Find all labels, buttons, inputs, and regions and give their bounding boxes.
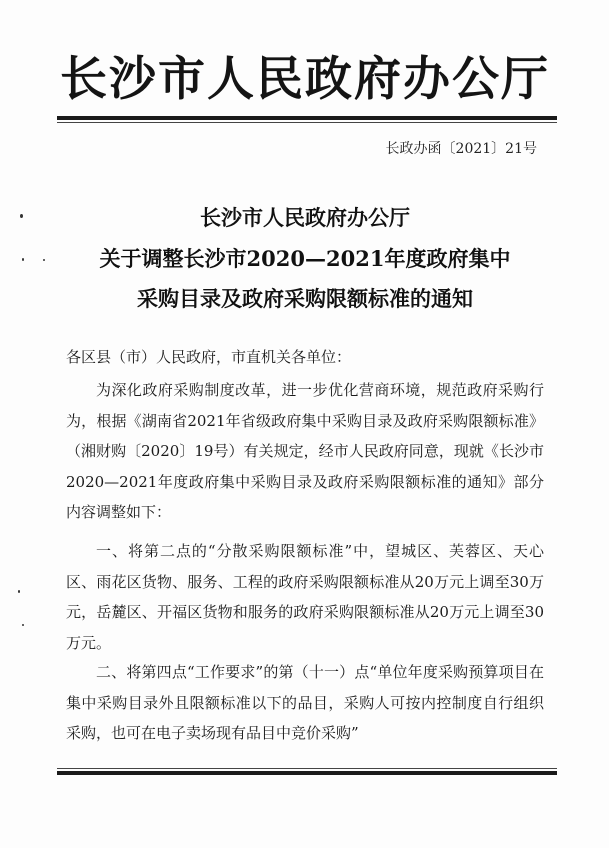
footer-rule-thick	[57, 771, 557, 775]
title-line-3: 采购目录及政府采购限额标准的通知	[137, 286, 473, 311]
footer-rule-thin	[57, 768, 557, 769]
scan-speck	[20, 214, 23, 218]
letterhead-rule-thin	[57, 122, 557, 123]
scan-speck	[22, 624, 24, 626]
salutation: 各区县（市）人民政府，市直机关各单位：	[66, 348, 352, 366]
scan-speck	[18, 590, 20, 593]
document-number: 长政办函〔2021〕21号	[385, 141, 537, 157]
body-paragraph: 一、将第二点的“分散采购限额标准”中，望城区、芙蓉区、天心区、雨花区货物、服务、工程的政府采购限额标准从20万元上调至30万元，岳麓区、开福区货物和服务的政府采购限额标准从20万元上调至30万元。	[66, 542, 544, 652]
body-paragraph: 为深化政府采购制度改革，进一步优化营商环境，规范政府采购行为，根据《湖南省2021年省级政府集中采购目录及政府采购限额标准》（湘财购〔2020〕19号）有关规定，经市人民政府同意，现就《长沙市2020—2021年度政府集中采购目录及政府采购限额标准的通知》部分内容调整如下：	[66, 381, 544, 521]
letterhead-rule-thick	[57, 116, 557, 120]
scan-speck	[43, 259, 45, 261]
title-line-1: 长沙市人民政府办公厅	[200, 205, 410, 230]
body-paragraph: 二、将第四点“工作要求”的第（十一）点“单位年度采购预算项目在集中采购目录外且限额标准以下的品目，采购人可按内控制度自行组织采购，也可在电子卖场现有品目中竞价采购”	[66, 663, 544, 742]
title-line-2: 关于调整长沙市2020—2021年度政府集中	[99, 246, 511, 271]
scan-speck	[22, 258, 24, 261]
letterhead: 长沙市人民政府办公厅	[60, 52, 550, 107]
